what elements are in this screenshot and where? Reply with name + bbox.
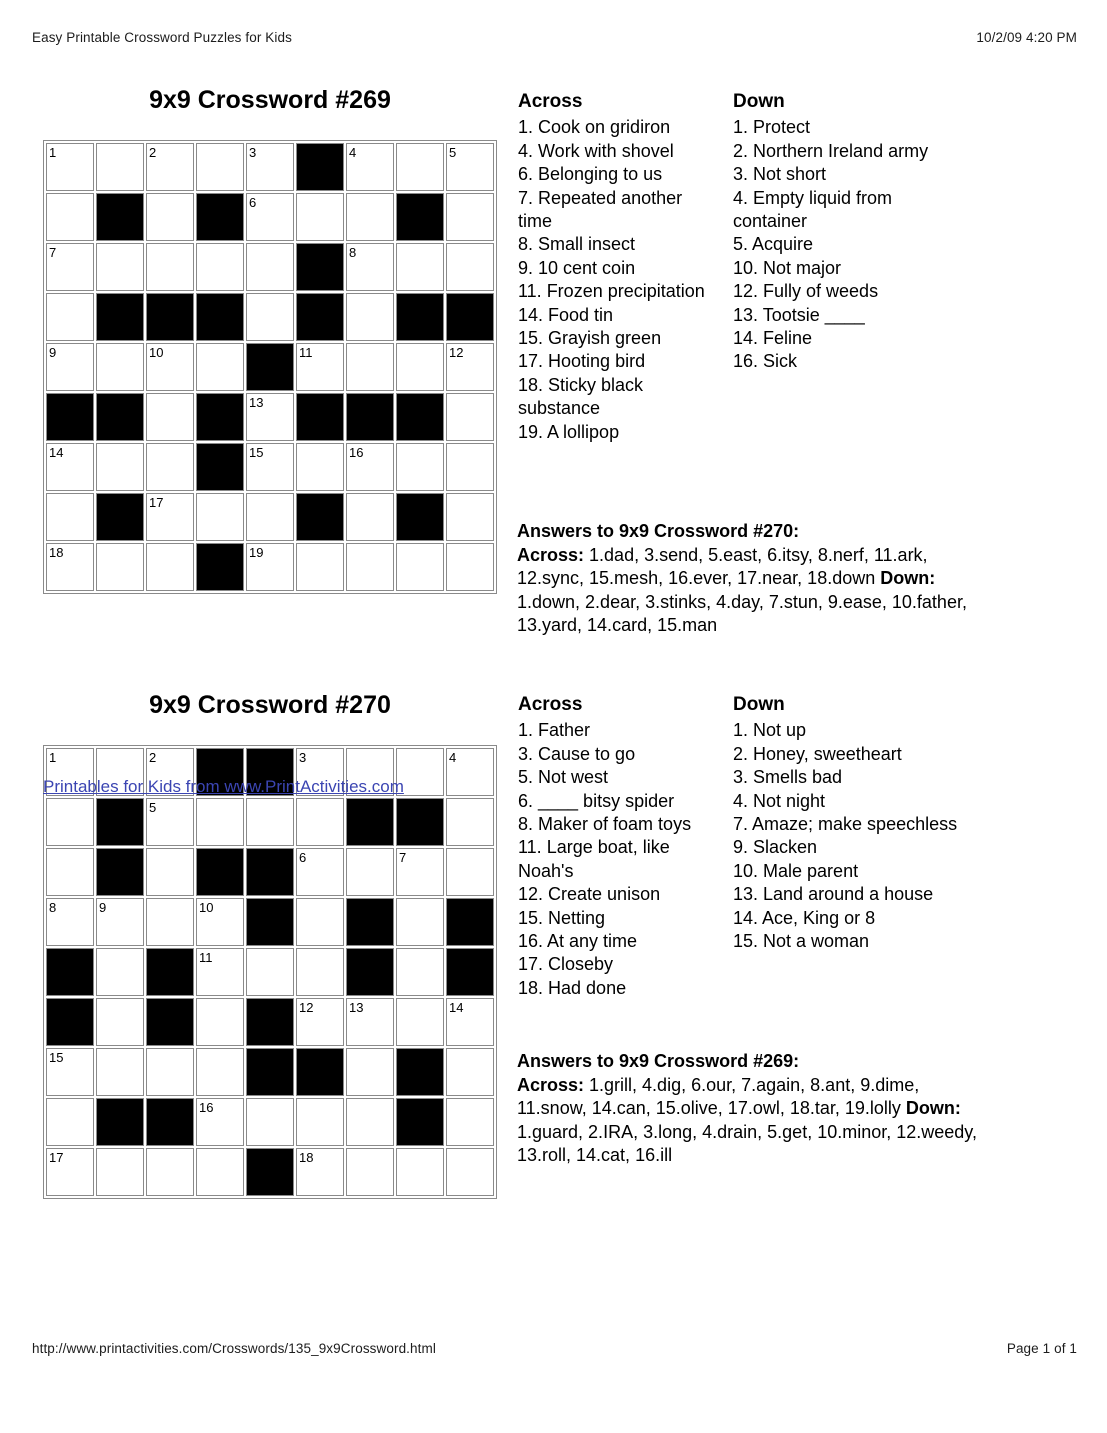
puzzle1-down-clues [733, 90, 963, 374]
cell-number: 19 [249, 545, 264, 560]
answers-heading: Answers to 9x9 Crossword #270: [517, 521, 800, 541]
source-url: http://www.printactivities.com/Crosswords/135_9x9Crossword.html [32, 1341, 436, 1356]
clue-item: 8. Small insect [518, 234, 636, 255]
cell-number: 10 [149, 345, 164, 360]
grid-cell-white [446, 1148, 494, 1196]
clue-item: 15. Netting [518, 907, 606, 928]
grid-cell-black [96, 848, 144, 896]
cell-number: 8 [349, 245, 357, 260]
grid-cell-black [246, 898, 294, 946]
answers-across-label: Across: [517, 544, 585, 565]
grid-cell-white [246, 798, 294, 846]
grid-cell-white [46, 293, 94, 341]
answers-text [517, 1074, 985, 1168]
grid-row [46, 193, 494, 241]
cell-number: 8 [49, 900, 57, 915]
grid-cell-white [346, 1098, 394, 1146]
clue-item: 1. Protect [733, 117, 811, 138]
grid-cell-white [246, 293, 294, 341]
grid-cell-white [246, 243, 294, 291]
grid-cell-white [396, 243, 444, 291]
clue-item: 14. Food tin [518, 304, 614, 325]
grid-cell-white [296, 948, 344, 996]
grid-cell-black [196, 848, 244, 896]
grid-cell-black [146, 948, 194, 996]
grid-cell-white [296, 798, 344, 846]
grid-cell-black [396, 1048, 444, 1096]
clue-item: 2. Honey, sweetheart [733, 743, 902, 764]
across-header: Across [518, 91, 583, 112]
cell-number: 15 [249, 445, 264, 460]
clue-item: 14. Feline [733, 328, 813, 349]
grid-cell-white [346, 343, 394, 391]
grid-cell-black [346, 948, 394, 996]
cell-number: 12 [299, 1000, 314, 1015]
cell-number: 11 [199, 950, 213, 965]
grid-row [46, 143, 494, 191]
grid-cell-white [396, 543, 444, 591]
cell-number: 2 [149, 145, 157, 160]
grid-cell-white [46, 798, 94, 846]
grid-cell-white [96, 343, 144, 391]
grid-row [46, 493, 494, 541]
grid-cell-black [96, 293, 144, 341]
grid-cell-black [296, 393, 344, 441]
document-title: Easy Printable Crossword Puzzles for Kids [32, 30, 292, 45]
grid-cell-black [346, 898, 394, 946]
grid-cell-white [446, 193, 494, 241]
cell-number: 5 [449, 145, 457, 160]
clue-item: 4. Empty liquid from container [733, 187, 893, 232]
grid-cell-white [46, 1148, 94, 1196]
clue-item: 4. Work with shovel [518, 140, 674, 161]
cell-number: 3 [299, 750, 307, 765]
grid-cell-black [446, 948, 494, 996]
grid-cell-white [296, 543, 344, 591]
grid-cell-white [246, 193, 294, 241]
grid-cell-white [246, 493, 294, 541]
crossword-grid-269 [43, 140, 497, 594]
grid-cell-white [46, 493, 94, 541]
cell-number: 1 [49, 145, 57, 160]
cell-number: 7 [49, 245, 57, 260]
clue-item: 12. Create unison [518, 884, 661, 905]
grid-cell-white [196, 798, 244, 846]
cell-number: 4 [349, 145, 357, 160]
grid-cell-white [296, 848, 344, 896]
grid-cell-white [146, 393, 194, 441]
grid-row [46, 898, 494, 946]
cell-number: 6 [299, 850, 307, 865]
clue-item: 16. Sick [733, 351, 798, 372]
grid-cell-white [446, 143, 494, 191]
clue-item: 8. Maker of foam toys [518, 814, 692, 835]
grid-cell-white [246, 543, 294, 591]
grid-cell-black [246, 1048, 294, 1096]
grid-cell-white [146, 848, 194, 896]
grid-cell-white [46, 848, 94, 896]
grid-cell-black [46, 998, 94, 1046]
grid-row [46, 1098, 494, 1146]
grid-cell-white [146, 193, 194, 241]
cell-number: 10 [199, 900, 214, 915]
grid-cell-white [446, 243, 494, 291]
grid-cell-black [146, 1098, 194, 1146]
clue-item: 1. Father [518, 720, 591, 741]
cell-number: 17 [149, 495, 164, 510]
answers-heading: Answers to 9x9 Crossword #269: [517, 1051, 800, 1071]
print-header [32, 30, 1077, 45]
grid-cell-white [446, 393, 494, 441]
grid-cell-black [96, 393, 144, 441]
grid-cell-white [196, 898, 244, 946]
clue-item: 6. ____ bitsy spider [518, 790, 675, 811]
grid-cell-black [96, 798, 144, 846]
grid-cell-white [146, 543, 194, 591]
clue-item: 5. Acquire [733, 234, 814, 255]
cell-number: 2 [149, 750, 157, 765]
clue-item: 3. Smells bad [733, 767, 843, 788]
across-header: Across [518, 694, 583, 715]
grid-cell-white [96, 948, 144, 996]
clue-item: 16. At any time [518, 931, 638, 952]
clue-item: 11. Frozen precipitation [518, 281, 705, 302]
grid-cell-white [346, 443, 394, 491]
clue-item: 9. 10 cent coin [518, 257, 636, 278]
cell-number: 13 [249, 395, 264, 410]
puzzle1-across-clues [518, 90, 714, 444]
grid-cell-black [396, 393, 444, 441]
clue-item: 15. Not a woman [733, 931, 870, 952]
grid-cell-white [396, 443, 444, 491]
clue-item: 18. Sticky black substance [518, 374, 644, 419]
grid-row [46, 1148, 494, 1196]
puzzle1-title: 9x9 Crossword #269 [149, 86, 391, 114]
grid-cell-white [396, 898, 444, 946]
grid-cell-white [96, 443, 144, 491]
grid-cell-white [296, 898, 344, 946]
clue-item: 3. Cause to go [518, 743, 636, 764]
grid-cell-white [196, 1098, 244, 1146]
grid-cell-white [446, 543, 494, 591]
grid-cell-white [446, 998, 494, 1046]
clue-item: 6. Belonging to us [518, 164, 663, 185]
grid-cell-white [96, 243, 144, 291]
grid-cell-white [46, 243, 94, 291]
clue-item: 2. Northern Ireland army [733, 140, 929, 161]
down-header: Down [733, 91, 785, 112]
clue-item: 19. A lollipop [518, 421, 620, 442]
grid-row [46, 243, 494, 291]
answers-text [517, 544, 979, 638]
clue-item: 4. Not night [733, 790, 826, 811]
grid-cell-white [446, 493, 494, 541]
grid-cell-white [346, 1148, 394, 1196]
grid-cell-white [146, 343, 194, 391]
puzzle2-down-clues [733, 693, 963, 953]
grid-row [46, 543, 494, 591]
grid-cell-white [396, 1148, 444, 1196]
grid-cell-white [246, 1098, 294, 1146]
grid-cell-white [296, 1098, 344, 1146]
grid-row [46, 393, 494, 441]
clue-item: 15. Grayish green [518, 328, 662, 349]
grid-row [46, 343, 494, 391]
grid-cell-white [96, 1148, 144, 1196]
grid-cell-white [396, 848, 444, 896]
answers-down-values: 1.guard, 2.IRA, 3.long, 4.drain, 5.get, 10.minor, 12.weedy, 13.roll, 14.cat, 16.ill [517, 1121, 977, 1165]
grid-cell-black [246, 1148, 294, 1196]
grid-cell-white [96, 898, 144, 946]
cell-number: 3 [249, 145, 257, 160]
grid-cell-white [346, 143, 394, 191]
grid-cell-white [396, 143, 444, 191]
grid-cell-white [346, 848, 394, 896]
grid-cell-black [146, 293, 194, 341]
grid-cell-white [146, 243, 194, 291]
grid-cell-black [46, 948, 94, 996]
cell-number: 15 [49, 1050, 64, 1065]
grid-cell-black [396, 293, 444, 341]
cell-number: 11 [299, 345, 313, 360]
grid-cell-white [96, 143, 144, 191]
grid-cell-white [246, 393, 294, 441]
grid-cell-white [96, 998, 144, 1046]
cell-number: 1 [49, 750, 57, 765]
cell-number: 16 [349, 445, 364, 460]
clue-item: 3. Not short [733, 164, 827, 185]
grid-cell-white [196, 343, 244, 391]
cell-number: 9 [99, 900, 107, 915]
answers-down-label: Down: [880, 568, 936, 588]
clue-item: 1. Cook on gridiron [518, 117, 671, 138]
grid-cell-black [246, 848, 294, 896]
clue-item: 7. Amaze; make speechless [733, 814, 958, 835]
printactivities-link[interactable]: Printables for Kids from www.PrintActivities.com [43, 777, 404, 796]
clue-item: 5. Not west [518, 767, 609, 788]
grid-cell-black [196, 393, 244, 441]
cell-number: 9 [49, 345, 57, 360]
grid-cell-black [396, 193, 444, 241]
grid-cell-white [146, 1148, 194, 1196]
grid-cell-white [346, 193, 394, 241]
grid-row [46, 798, 494, 846]
grid-cell-black [346, 798, 394, 846]
page-number: Page 1 of 1 [1006, 1341, 1077, 1356]
grid-cell-black [96, 493, 144, 541]
grid-cell-white [396, 948, 444, 996]
grid-cell-white [146, 143, 194, 191]
grid-cell-white [446, 798, 494, 846]
clue-item: 7. Repeated another time [518, 187, 683, 232]
grid-cell-white [46, 898, 94, 946]
grid-cell-white [446, 748, 494, 796]
grid-cell-black [196, 193, 244, 241]
grid-cell-white [346, 243, 394, 291]
grid-row [46, 948, 494, 996]
cell-number: 13 [349, 1000, 364, 1015]
grid-row [46, 443, 494, 491]
grid-cell-black [296, 143, 344, 191]
grid-cell-white [146, 443, 194, 491]
grid-cell-black [96, 193, 144, 241]
cell-number: 5 [149, 800, 157, 815]
grid-cell-black [46, 393, 94, 441]
grid-cell-white [346, 1048, 394, 1096]
grid-cell-black [446, 293, 494, 341]
clue-item: 9. Slacken [733, 837, 818, 858]
grid-cell-white [396, 998, 444, 1046]
grid-cell-white [296, 1148, 344, 1196]
grid-cell-black [396, 798, 444, 846]
grid-cell-black [396, 1098, 444, 1146]
crossword-grid-270 [43, 745, 497, 1199]
print-footer [32, 1341, 1077, 1356]
clue-item: 1. Not up [733, 720, 807, 741]
grid-cell-white [446, 443, 494, 491]
grid-cell-white [296, 998, 344, 1046]
answers-down-values: 1.down, 2.dear, 3.stinks, 4.day, 7.stun, 9.ease, 10.father, 13.yard, 14.card, 15.man [517, 591, 967, 635]
grid-cell-white [346, 293, 394, 341]
grid-cell-white [46, 1048, 94, 1096]
cell-number: 14 [49, 445, 64, 460]
grid-cell-white [446, 343, 494, 391]
grid-cell-white [196, 493, 244, 541]
grid-cell-black [396, 493, 444, 541]
clue-item: 10. Male parent [733, 860, 859, 881]
cell-number: 4 [449, 750, 457, 765]
print-timestamp: 10/2/09 4:20 PM [976, 30, 1077, 45]
grid-cell-white [46, 1098, 94, 1146]
grid-cell-white [446, 848, 494, 896]
answers-across-values: 1.dad, 3.send, 5.east, 6.itsy, 8.nerf, 11.ark, 12.sync, 15.mesh, 16.ever, 17.near, 18.down [517, 544, 928, 588]
clue-item: 14. Ace, King or 8 [733, 907, 876, 928]
grid-cell-black [196, 293, 244, 341]
cell-number: 6 [249, 195, 257, 210]
grid-cell-white [46, 193, 94, 241]
grid-cell-white [46, 143, 94, 191]
grid-cell-white [196, 1148, 244, 1196]
grid-cell-white [296, 343, 344, 391]
grid-cell-white [196, 998, 244, 1046]
grid-cell-white [396, 343, 444, 391]
grid-cell-white [96, 543, 144, 591]
grid-cell-white [196, 143, 244, 191]
answers-across-label: Across: [517, 1074, 585, 1095]
grid-cell-black [296, 293, 344, 341]
grid-cell-white [296, 443, 344, 491]
answers-down-label: Down: [905, 1098, 961, 1118]
grid-cell-white [346, 998, 394, 1046]
grid-cell-black [446, 898, 494, 946]
grid-row [46, 998, 494, 1046]
grid-row [46, 293, 494, 341]
grid-cell-white [446, 1048, 494, 1096]
grid-cell-black [246, 998, 294, 1046]
grid-cell-white [446, 1098, 494, 1146]
grid-cell-black [146, 998, 194, 1046]
grid-cell-black [246, 343, 294, 391]
grid-cell-white [196, 948, 244, 996]
answers-block-270 [517, 520, 979, 638]
grid-cell-white [46, 543, 94, 591]
grid-cell-black [96, 1098, 144, 1146]
cell-number: 12 [449, 345, 464, 360]
grid-cell-white [296, 193, 344, 241]
grid-cell-white [146, 1048, 194, 1096]
grid-cell-black [296, 1048, 344, 1096]
grid-cell-white [346, 493, 394, 541]
grid-cell-black [196, 443, 244, 491]
puzzle2-across-clues [518, 693, 714, 1000]
clue-item: 18. Had done [518, 977, 627, 998]
puzzle2-title: 9x9 Crossword #270 [149, 691, 391, 719]
grid-cell-white [346, 543, 394, 591]
grid-cell-white [146, 493, 194, 541]
grid-cell-white [246, 948, 294, 996]
answers-block-269 [517, 1050, 985, 1168]
cell-number: 14 [449, 1000, 464, 1015]
down-header: Down [733, 694, 785, 715]
cell-number: 7 [399, 850, 407, 865]
grid-cell-white [146, 898, 194, 946]
clue-item: 13. Tootsie ____ [733, 304, 865, 325]
clue-item: 11. Large boat, like Noah's [518, 837, 670, 881]
grid-cell-white [196, 1048, 244, 1096]
clue-item: 10. Not major [733, 257, 842, 278]
grid-cell-black [346, 393, 394, 441]
cell-number: 16 [199, 1100, 214, 1115]
grid-cell-black [196, 543, 244, 591]
clue-item: 17. Hooting bird [518, 351, 646, 372]
grid-cell-white [196, 243, 244, 291]
clue-item: 13. Land around a house [733, 884, 934, 905]
clue-item: 12. Fully of weeds [733, 281, 879, 302]
answers-across-values: 1.grill, 4.dig, 6.our, 7.again, 8.ant, 9.dime, 11.snow, 14.can, 15.olive, 17.owl, 18.tar, 19.lolly [517, 1074, 920, 1118]
grid-cell-white [46, 343, 94, 391]
grid-cell-white [146, 798, 194, 846]
grid-row [46, 848, 494, 896]
grid-cell-black [296, 243, 344, 291]
cell-number: 18 [49, 545, 64, 560]
cell-number: 18 [299, 1150, 314, 1165]
cell-number: 17 [49, 1150, 64, 1165]
grid-cell-white [246, 143, 294, 191]
grid-cell-black [296, 493, 344, 541]
grid-cell-white [46, 443, 94, 491]
grid-cell-white [246, 443, 294, 491]
clue-item: 17. Closeby [518, 954, 614, 975]
grid-cell-white [96, 1048, 144, 1096]
grid-row [46, 1048, 494, 1096]
